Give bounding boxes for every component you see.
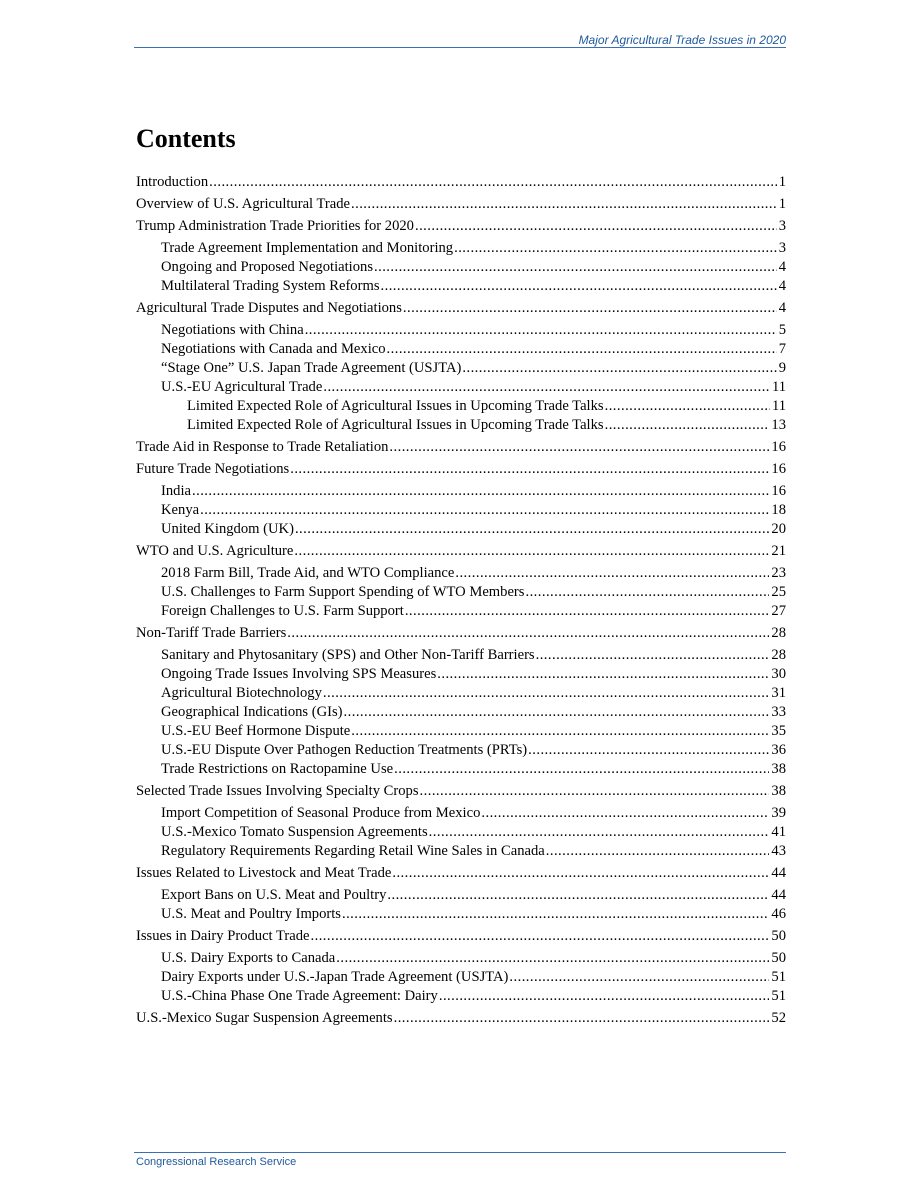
- toc-entry[interactable]: [136, 886, 786, 905]
- toc-entry[interactable]: [136, 564, 786, 583]
- toc-entry-page: 16: [771, 483, 786, 499]
- toc-entry[interactable]: [136, 684, 786, 703]
- toc-entry[interactable]: [136, 542, 786, 561]
- toc-entry-page: 46: [771, 906, 786, 922]
- toc-entry[interactable]: [136, 741, 786, 760]
- toc-entry-label: Regulatory Requirements Regarding Retail Wine Sales in Canada: [161, 843, 545, 859]
- toc-entry-page: 20: [771, 521, 786, 537]
- toc-entry-page: 11: [771, 379, 786, 395]
- toc-entry-page: 44: [771, 887, 786, 903]
- toc-entry-label: Limited Expected Role of Agricultural Issues in Upcoming Trade Talks: [187, 417, 604, 433]
- toc-dot-leader: [439, 987, 770, 1006]
- toc-dot-leader: [420, 782, 770, 801]
- toc-entry[interactable]: [136, 722, 786, 741]
- toc-entry-page: 39: [771, 805, 786, 821]
- toc-entry-label: “Stage One” U.S. Japan Trade Agreement (USJTA): [161, 360, 462, 376]
- toc-entry[interactable]: [136, 665, 786, 684]
- toc-entry-page: 3: [778, 218, 786, 234]
- toc-entry[interactable]: [136, 602, 786, 621]
- toc-entry-label: U.S. Dairy Exports to Canada: [161, 950, 336, 966]
- toc-dot-leader: [351, 722, 769, 741]
- toc-dot-leader: [528, 741, 769, 760]
- toc-entry-label: Geographical Indications (GIs): [161, 704, 343, 720]
- toc-dot-leader: [394, 1009, 770, 1028]
- toc-dot-leader: [374, 258, 777, 277]
- toc-entry[interactable]: [136, 646, 786, 665]
- toc-dot-leader: [295, 520, 769, 539]
- toc-entry[interactable]: [136, 782, 786, 801]
- toc-entry-label: Trade Agreement Implementation and Monitoring: [161, 240, 454, 256]
- toc-entry-label: U.S.-Mexico Tomato Suspension Agreements: [161, 824, 428, 840]
- footer-rule: [134, 1152, 786, 1153]
- toc-entry[interactable]: [136, 321, 786, 340]
- toc-entry-page: 35: [771, 723, 786, 739]
- toc-entry-label: Negotiations with China: [161, 322, 304, 338]
- toc-entry-label: WTO and U.S. Agriculture: [136, 543, 294, 559]
- toc-dot-leader: [509, 968, 769, 987]
- toc-dot-leader: [200, 501, 769, 520]
- toc-dot-leader: [536, 646, 770, 665]
- toc-entry-page: 30: [771, 666, 786, 682]
- table-of-contents: [136, 173, 786, 1028]
- toc-entry-page: 51: [771, 969, 786, 985]
- toc-dot-leader: [311, 927, 770, 946]
- toc-dot-leader: [290, 460, 769, 479]
- toc-entry-label: Ongoing and Proposed Negotiations: [161, 259, 373, 275]
- page-title: Contents: [136, 124, 236, 153]
- toc-entry-page: 28: [771, 647, 786, 663]
- toc-entry[interactable]: [136, 864, 786, 883]
- header-rule: [134, 47, 786, 48]
- toc-entry[interactable]: [136, 583, 786, 602]
- toc-entry-label: Trump Administration Trade Priorities for 2020: [136, 218, 414, 234]
- toc-dot-leader: [336, 949, 769, 968]
- toc-entry-label: Issues in Dairy Product Trade: [136, 928, 310, 944]
- toc-entry-label: Ongoing Trade Issues Involving SPS Measures: [161, 666, 437, 682]
- toc-dot-leader: [605, 397, 770, 416]
- toc-entry-label: Non-Tariff Trade Barriers: [136, 625, 287, 641]
- toc-entry-label: Negotiations with Canada and Mexico: [161, 341, 386, 357]
- toc-entry-label: Limited Expected Role of Agricultural Issues in Upcoming Trade Talks: [187, 398, 604, 414]
- toc-dot-leader: [387, 886, 769, 905]
- toc-entry[interactable]: [136, 340, 786, 359]
- toc-entry[interactable]: [136, 927, 786, 946]
- toc-entry[interactable]: [136, 195, 786, 214]
- toc-entry-label: Import Competition of Seasonal Produce from Mexico: [161, 805, 481, 821]
- toc-entry-page: 27: [771, 603, 786, 619]
- toc-entry-page: 28: [771, 625, 786, 641]
- toc-entry[interactable]: [136, 378, 786, 397]
- toc-entry-page: 44: [771, 865, 786, 881]
- toc-entry-page: 1: [778, 174, 786, 190]
- toc-entry-label: Trade Restrictions on Ractopamine Use: [161, 761, 394, 777]
- toc-entry-page: 36: [771, 742, 786, 758]
- toc-entry-label: Agricultural Biotechnology: [161, 685, 322, 701]
- toc-entry[interactable]: [136, 359, 786, 378]
- toc-dot-leader: [525, 583, 769, 602]
- toc-entry-label: Dairy Exports under U.S.-Japan Trade Agreement (USJTA): [161, 969, 509, 985]
- toc-entry-label: Export Bans on U.S. Meat and Poultry: [161, 887, 387, 903]
- toc-entry-label: U.S.-EU Beef Hormone Dispute: [161, 723, 351, 739]
- toc-entry-label: United Kingdom (UK): [161, 521, 294, 537]
- toc-entry-label: U.S. Meat and Poultry Imports: [161, 906, 341, 922]
- toc-entry-label: Overview of U.S. Agricultural Trade: [136, 196, 351, 212]
- toc-entry-label: Foreign Challenges to U.S. Farm Support: [161, 603, 404, 619]
- toc-dot-leader: [605, 416, 770, 435]
- toc-entry-label: India: [161, 483, 191, 499]
- toc-entry-page: 13: [771, 417, 786, 433]
- toc-entry-page: 51: [771, 988, 786, 1004]
- toc-entry-page: 33: [771, 704, 786, 720]
- running-header-title: Major Agricultural Trade Issues in 2020: [578, 33, 786, 47]
- toc-entry-page: 38: [771, 783, 786, 799]
- toc-entry[interactable]: [136, 760, 786, 779]
- toc-entry[interactable]: [136, 823, 786, 842]
- toc-dot-leader: [389, 438, 769, 457]
- toc-entry-page: 38: [771, 761, 786, 777]
- toc-entry-label: U.S.-Mexico Sugar Suspension Agreements: [136, 1010, 393, 1026]
- toc-entry-page: 16: [771, 439, 786, 455]
- toc-entry[interactable]: [136, 258, 786, 277]
- toc-dot-leader: [405, 602, 770, 621]
- toc-entry-label: Kenya: [161, 502, 200, 518]
- toc-entry-label: Agricultural Trade Disputes and Negotiations: [136, 300, 402, 316]
- toc-entry-label: Future Trade Negotiations: [136, 461, 290, 477]
- toc-entry-label: U.S.-EU Dispute Over Pathogen Reduction Treatments (PRTs): [161, 742, 528, 758]
- toc-entry[interactable]: [136, 968, 786, 987]
- toc-dot-leader: [294, 542, 769, 561]
- toc-entry[interactable]: [136, 1009, 786, 1028]
- toc-entry-label: Trade Aid in Response to Trade Retaliation: [136, 439, 389, 455]
- toc-entry-label: U.S.-China Phase One Trade Agreement: Dairy: [161, 988, 438, 1004]
- toc-entry[interactable]: [136, 416, 786, 435]
- toc-entry-page: 4: [778, 278, 786, 294]
- toc-entry[interactable]: [136, 482, 786, 501]
- toc-dot-leader: [429, 823, 770, 842]
- toc-dot-leader: [192, 482, 769, 501]
- toc-dot-leader: [381, 277, 777, 296]
- toc-entry[interactable]: [136, 804, 786, 823]
- footer-publisher: Congressional Research Service: [136, 1156, 297, 1168]
- toc-entry-page: 5: [778, 322, 786, 338]
- toc-entry[interactable]: [136, 173, 786, 192]
- toc-entry-label: 2018 Farm Bill, Trade Aid, and WTO Compliance: [161, 565, 455, 581]
- toc-entry-label: Introduction: [136, 174, 209, 190]
- toc-dot-leader: [323, 684, 770, 703]
- toc-entry-label: U.S.-EU Agricultural Trade: [161, 379, 323, 395]
- toc-entry-page: 3: [778, 240, 786, 256]
- toc-entry[interactable]: [136, 217, 786, 236]
- toc-entry[interactable]: [136, 703, 786, 722]
- toc-entry-page: 21: [771, 543, 786, 559]
- toc-dot-leader: [437, 665, 769, 684]
- toc-dot-leader: [342, 905, 769, 924]
- toc-dot-leader: [455, 564, 769, 583]
- toc-entry[interactable]: [136, 905, 786, 924]
- toc-entry-page: 43: [771, 843, 786, 859]
- toc-entry[interactable]: [136, 949, 786, 968]
- toc-entry-page: 23: [771, 565, 786, 581]
- toc-entry-page: 25: [771, 584, 786, 600]
- toc-dot-leader: [323, 378, 770, 397]
- toc-dot-leader: [387, 340, 777, 359]
- toc-entry-label: Sanitary and Phytosanitary (SPS) and Other Non-Tariff Barriers: [161, 647, 535, 663]
- toc-entry[interactable]: [136, 842, 786, 861]
- toc-dot-leader: [209, 173, 777, 192]
- toc-dot-leader: [392, 864, 769, 883]
- toc-dot-leader: [394, 760, 769, 779]
- toc-entry[interactable]: [136, 520, 786, 539]
- toc-entry[interactable]: [136, 624, 786, 643]
- toc-entry-page: 11: [771, 398, 786, 414]
- toc-entry-page: 16: [771, 461, 786, 477]
- toc-entry[interactable]: [136, 460, 786, 479]
- toc-entry[interactable]: [136, 501, 786, 520]
- toc-entry-page: 52: [771, 1010, 786, 1026]
- toc-entry[interactable]: [136, 397, 786, 416]
- toc-entry[interactable]: [136, 299, 786, 318]
- toc-dot-leader: [546, 842, 770, 861]
- toc-entry[interactable]: [136, 239, 786, 258]
- toc-entry-page: 9: [778, 360, 786, 376]
- toc-entry-page: 41: [771, 824, 786, 840]
- toc-dot-leader: [415, 217, 777, 236]
- toc-dot-leader: [287, 624, 769, 643]
- toc-dot-leader: [481, 804, 769, 823]
- toc-entry-page: 7: [778, 341, 786, 357]
- toc-entry-label: U.S. Challenges to Farm Support Spending of WTO Members: [161, 584, 525, 600]
- toc-entry-label: Multilateral Trading System Reforms: [161, 278, 380, 294]
- toc-entry-page: 4: [778, 259, 786, 275]
- toc-entry[interactable]: [136, 277, 786, 296]
- toc-entry-label: Selected Trade Issues Involving Specialty Crops: [136, 783, 419, 799]
- toc-entry-page: 4: [778, 300, 786, 316]
- toc-entry-page: 31: [771, 685, 786, 701]
- toc-entry-page: 50: [771, 950, 786, 966]
- toc-dot-leader: [454, 239, 777, 258]
- toc-entry-page: 1: [778, 196, 786, 212]
- toc-entry[interactable]: [136, 987, 786, 1006]
- toc-entry[interactable]: [136, 438, 786, 457]
- toc-dot-leader: [462, 359, 776, 378]
- toc-dot-leader: [403, 299, 777, 318]
- toc-entry-label: Issues Related to Livestock and Meat Trade: [136, 865, 392, 881]
- toc-dot-leader: [351, 195, 777, 214]
- toc-entry-page: 18: [771, 502, 786, 518]
- toc-dot-leader: [305, 321, 777, 340]
- toc-entry-page: 50: [771, 928, 786, 944]
- toc-dot-leader: [344, 703, 770, 722]
